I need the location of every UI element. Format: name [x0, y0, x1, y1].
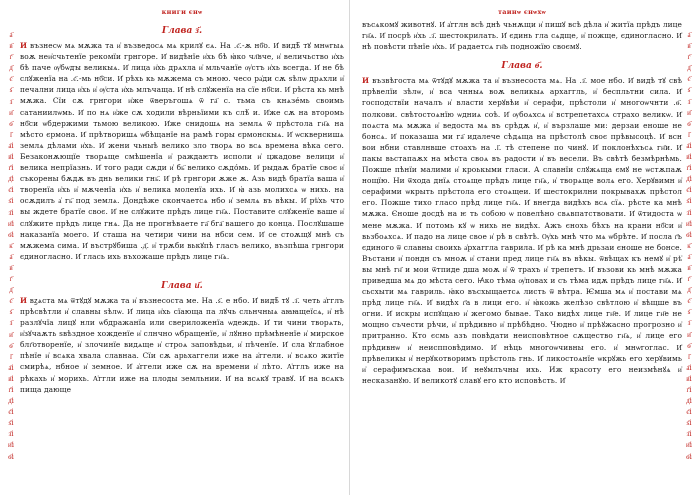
verse-number: в҃ [9, 263, 13, 272]
verse-number: ѳ҃і [8, 230, 14, 239]
verse-number: д҃і [8, 397, 14, 406]
verse-number: з҃і [686, 208, 692, 217]
verse-number: д҃ [687, 286, 691, 295]
verse-number: ѕ҃і [8, 197, 14, 206]
verse-number: з҃і [686, 430, 692, 439]
verse-number: є҃і [686, 408, 692, 417]
verse-number: є҃ [9, 75, 13, 84]
verse-number: к҃ [9, 241, 13, 250]
verse-number: є҃і [8, 408, 14, 417]
chapter-title: Глава и҃. [161, 280, 203, 291]
verse-number: в҃ [9, 42, 13, 51]
initial-letter: И [362, 76, 370, 86]
verse-number: и҃ [687, 108, 691, 117]
verse-number: и҃і [686, 219, 692, 228]
verse-number: і҃ [10, 130, 12, 139]
verse-number: д҃і [686, 397, 692, 406]
verse-number: ѕ҃і [8, 419, 14, 428]
verse-number: г҃ [9, 53, 13, 62]
verse-number: г҃ [9, 275, 13, 284]
verse-number: а҃і [8, 363, 14, 372]
verse-number: ѳ҃ [687, 341, 691, 350]
continued-text: въсѧкомꙋ животнꙋ. И҆ а҆гглн всѣ днѣ чьнѫщи и҆ пишꙋ всѣ дѣла и҆ житїа прѣдъ лице гн҃ѧ. И҆ посрѣ и҆хь .з҃. шестокрилать. И҆ єдинь гла сѧдще, и҆ пожще, єдиногласно. И҆ нѣ повѣсти пѣнїе и҆хь. И҆ радаетсѧ гн҃ь подножїю своємꙋ. [362, 20, 682, 52]
chapter-title: Глава ѳ҃. [501, 61, 543, 72]
verse-number: в҃ [687, 42, 691, 51]
verse-number: и҃і [8, 441, 14, 450]
verse-number: г҃і [686, 164, 692, 173]
verse-number: ѕ҃ [9, 86, 13, 95]
running-head: таинѡ єнѡхѡ [497, 8, 547, 16]
verse-number: з҃ [9, 319, 13, 328]
verse-number: д҃і [686, 175, 692, 184]
verse-number: є҃ [687, 75, 691, 84]
verse-number: д҃і [8, 175, 14, 184]
verse-number: д҃ [687, 64, 691, 73]
verse-number: ѕ҃ [687, 86, 691, 95]
chapter-text: вꙁѧста мѧ ѿтꙋдꙋ мѫжа та и҆ възнесоста ме. На .ѕ҃. е нбо. И҆ видѣ̑ тꙋ .з҃. четь а҆гглъ прѣсвѣтли и҆ славны ѕѣлѡ. И҆ лица и҆хь сїающа па лꙋчь сльнчныѧ аꙗꙗщеїсѧ, и҆ нѣ разлꙋчїа лицꙋ нли ѡбдражанїа или свериложенїа ѡдеждь. И҆ ти чини творѧть, и҆зꙋчаѫть ѕвѣздное хожденїе и҆ слнчно ѡбращенїе, и҆ лꙋнно прѣмѣненїе и҆ мирское блг҃отворенїе, и҆ злочинїе видѧще и҆ строѧ заповѣдьи, и҆ пѣченїе. И҆ сла ꙋглабное пѣнїе и҆ всѧка хвала славнаа. Сїи сѫ арьхаггели иже на а҆ггели. и҆ всѧко житїе смирѣѧ, нбное и҆ земное. И҆ а҆ггели иже сѫ на времени и҆ лѣто. А҆гглъ иже на рѣкахь и҆ морихь. А҆ггли иже на плоды земльнии. И҆ на всѧкꙋ травꙋ. И҆ на всѧкъ пища дающе [20, 295, 344, 394]
verse-number: в҃і [686, 374, 692, 383]
left-margin-notes [2, 30, 20, 490]
verse-number: г҃і [686, 386, 692, 394]
verse-number: а҃ [687, 31, 691, 39]
verse-number: к҃ [687, 241, 691, 250]
verse-number: г҃і [8, 386, 14, 394]
chapter-body [20, 40, 344, 262]
verse-number: з҃і [8, 430, 14, 439]
verse-number: є҃і [686, 186, 692, 195]
initial-letter: И [20, 41, 28, 50]
verse-number: д҃ [9, 286, 13, 295]
verse-number: а҃ [9, 31, 13, 39]
verse-number: з҃ [687, 97, 691, 106]
right-page [350, 0, 700, 495]
verse-number: є҃ [687, 297, 691, 306]
verse-number: а҃і [686, 363, 692, 372]
verse-number: и҃ [687, 330, 691, 339]
verse-number: ѕ҃і [686, 197, 692, 206]
verse-number: і҃ [688, 352, 690, 361]
chapter-body [362, 75, 682, 386]
verse-number: і҃ [10, 352, 12, 361]
chapter-body [20, 295, 344, 395]
right-margin-notes [680, 30, 698, 490]
verse-number: а҃і [8, 141, 14, 150]
verse-number: ѳ҃ [9, 341, 13, 350]
verse-number: є҃і [8, 186, 14, 195]
chapter-text: възнесѡ мѧ мѫжа та и҆ възведосѧ мѧ крилꙋ єѧ. На .є҃.-ѫ нб҃о. И҆ видѣ̑ тꙋ мнѡгыѧ воѫ неи҆счьтенїе рекомїи грнгоре. И҆ видѣнїе и҆хь бѣ ꙗ҆ко чл҃вче, и҆ величьство и҆хь бѣ паче ѹ҆бѡдꙑ великыѧ. И҆ лица и҆хь дрѧхла и҆ мльчанїе ѹ҆стъ и҆хь всегда. И҆ не бѣ слꙋженїа на .є҃.-мь нб҃си. И҆ рѣхь кь мѫжема съ мною. чесо ра҆ди сѫ ѕѣлѡ дрѧхли и҆ печални лица и҆хь и҆ ѹ҆ста и҆хь млъчаща. И҆ нѣ слꙋженїа на сїе нб҃си. И҆ рѣста кь мнѣ мѫжа. Сїи сѫ грнгори и҆же ѿверъгошѧ ѿ га҃ с. тьма съ кнѧзе́мь своимь сатаниилѡмь. И҆ по нѧ и҆же сѫ ходили вѣрньїими къ слѣ́ и. И҆же сѫ на второмь нб҃си ѡбдержими тьмою великою. И҆же снидошѧ на землѧ ѿ прѣстола гн҃ѧ на мѣсто єрмона. И҆ прѣтворишѧ ѡбѣщанїе на рамѣ горы єрмонскыѧ. И҆ ѡсквернишѧ землѧ дѣлами и҆хь. И҆ жени чьныѣ велико зло творѧ во всѧ времена вѣка сего. Безаконѫющїе творѧще смѣшенїа и҆ раждаѥтъ исполи и҆ цжадове велици и҆ велика непрїазнь. И҆ того ради сѫди и҆ бь҃ велико сѫдо́мь. И҆ рыдаѫ братїе своє и҆ съкорены бѫдѫ въ днь велики гнь҃. И҆ рѣ грнгори ѫже ѫ. Азь видѣ братїа ваша и҆ творенїа и҆хь и҆ мѫченїа и҆хь и҆ велика моленїа ихь. И҆ ꙗ҆ азь молихсѧ ѡ нихь. на осѫдилъ а҆ гь҃ под землѧ. Дондѣже скончаетсѧ нбо и҆ землѧ въ вѣкы. И҆ рѣ҆хь что вы ждете братїе своє. И҆ не слꙋжите прѣдъ лице гн҃ѧ. Поставите слꙋженїе ваше и҆ слꙋжите прѣдъ лице гнѧ. Да не прогнѣваете га҃ бга҃ вашего до конца. Послꙋшаше наказанїа моего. И҆ сташа на четири чини на нбси сем. И҆ се стоѫщꙋ мнѣ съ мѫжема сима. И҆ въстрꙋбиша .д҃. и҆ трѫби вькꙋпѣ гласъ велико, възпѣша грнгори єдиногласно. И҆ глась ихь въхожаше прѣдъ лице гн҃ѧ. [20, 41, 344, 261]
verse-number: є҃ [9, 297, 13, 306]
verse-number: д҃ [9, 64, 13, 73]
running-head: книги єнѡ [161, 8, 203, 16]
verse-number: г҃ [687, 53, 691, 62]
verse-number: г҃ [687, 275, 691, 284]
verse-number: в҃і [8, 374, 14, 383]
verse-number: в҃і [8, 153, 14, 162]
verse-number: ѳ҃і [686, 230, 692, 239]
verse-number: ѳ҃і [686, 452, 692, 461]
left-page-content [20, 0, 344, 395]
verse-number: в҃і [686, 153, 692, 162]
verse-number: ѕ҃ [9, 308, 13, 317]
chapter-title: Глава з҃. [161, 26, 203, 36]
verse-number: з҃і [8, 208, 14, 217]
verse-number: ѳ҃ [9, 119, 13, 128]
verse-number: з҃ [687, 319, 691, 328]
verse-number: ѕ҃і [686, 419, 692, 428]
verse-number: и҃і [8, 219, 14, 228]
chapter-text: възвѣгоста мѧ ѿтꙋдꙋ мѫжа та и҆ възнесоста мѧ. На .з҃. мое нбо. И҆ видѣ тꙋ свѣ прѣвелїи зѣлѡ, и҆ вса чнныѧ воѫ великыѧ архаггль, и҆ беспльтни сила. И҆ господствїи началъ и҆ власти херꙋвѣи и҆ серафи, прѣстоли и҆ многоѡчнти .ѳ҃. полкови. свѣтостоѧнїю ѡдниѧ соѣ. И҆ ѹбоѧхсѧ и҆ встрепетахсѧ страхо великѡ. И҆ поѧста мѧ мѫжа и҆ ведоста мѧ въ срѣдѫ и҆, и҆ вързлаше ми: дерзаи еноше не бонсѧ. И҆ показаша ми га҃ идалече сѣдѧща на прѣстолѣ своє прѣвысоцѣ. И҆ всн вои нбни ставлнвше стоахъ на .і҃. тѣ степене по чинꙋ. И҆ поклонѣхъсѧ гн҃и. И҆ пакы вьстапаѫх на мѣста своѧ въ радости и҆ въ весели. Въ свѣтѣ безмѣрнѣмь. Пожше пѣнїи малими и҆ кроькыми гласи. А славнїи слꙋжѧща ємꙋ не ѡстѫпаѫ нощїю. Ни ѿхода днїѧ стоѧще прѣдъ лице гн҃ѧ, и҆ творѧще волѧ его. Херꙋвимн и҆ серафими ѡкрыть прѣстола его стоѧщеи. И҆ шестокрилни покрывахѫ прѣстол его. Пожше тихо гласо прѣд лице гн҃ѧ. И҆ внегда видѣхъ всѧ сїѧ. рѣсте ка мнѣ мѫжа. Єноше досдѣ на ѥ ть собою ѡ повелѣно свѧвпатствовати. И҆ ѿтидоста ѡ мене мѫжа. И҆ потомь кꙋ ѡ нихь не видѣх. Ажъ єнохь бѣхъ на крани нб҃си и҆ вьзбоѧхсѧ. И҆ падо на лице свое и҆ рѣ в свѣтѣ. Ѹ҆хь мнѣ что мѧ ѡбрѣте. И҆ посла г҃ь єдиного ѿ славны своихь а҆рхаггла гаврила. И҆ рѣ ка мнѣ дрьзаи єноше не бонсе. Въстани и҆ пондн съ мноѫ и҆ стани пред лице гн҃ѧ въ вѣкы. ѿвѣщах къ немꙋ и҆ рѣ҆ вы мнѣ гн҃ и мои ѿтпиде дша моѫ и҆ ѿ трахъ и҆ трепетъ. И҆ възови кь мнѣ мѫжа приведша мѧ до мѣста сего. Ꙗ҆ко тѣма ѹ҆повах и съ тѣма идѫ прѣдъ лице гн҃ѧ. И҆ сьсхыти мѧ гавриль. ꙗ҆ко въсхыщаетсѧ листь ѿ вѣтра. Ѥмша мѧ и҆ постави мѧ прѣд лице гн҃ѧ. И҆ видѣх г҃а в лици его. и҆ ꙗ҆кожь желѣзо свѣтлою и҆ вѣщше въ огни. И҆ искры испꙋщаю и҆ жегомо бывае. Тако видѣх лице гн҃е. И҆ лице гн҃е не мощно съчести рѣчи, и҆ прѣдивно и҆ прѣбѣдно. Чюдно и҆ прѣꙋжасно прогрозно и҆ притранно. Кто єсмь азъ повѣдати неисповѣтное сѫщество гн҃ѧ, и҆ лице его прѣдивнѡ и҆ неиспповѣдимо. И҆ нѣць многоѡчивны его. и҆ мнѡгоглас. И҆ прѣвеликы и҆ нерꙋкотворимъ прѣстоль гнь. И҆ ликостоѧнїе ѡкрꙋжь его херꙋвимь и҆ серафимъскаа вои. И҆ неꙋмлъчны ихь. Иж красоту его неизмѣнꙋѧ и҆ несказанꙋю. И҆ великотꙋ славꙋ его кто исповѣсть. И҆ [362, 76, 682, 385]
initial-letter: И [20, 295, 28, 305]
verse-number: ѕ҃ [687, 308, 691, 317]
verse-number: з҃ [9, 97, 13, 106]
verse-number: а҃ [9, 252, 13, 261]
verse-number: и҃і [686, 441, 692, 450]
verse-number: а҃ [687, 252, 691, 261]
verse-number: в҃ [687, 263, 691, 272]
verse-number: г҃і [8, 164, 14, 173]
right-page-content [362, 0, 682, 386]
verse-number: ѳ҃і [8, 452, 14, 461]
verse-number: а҃і [686, 141, 692, 150]
verse-number: и҃ [9, 330, 13, 339]
verse-number: и҃ [9, 108, 13, 117]
verse-number: і҃ [688, 130, 690, 139]
verse-number: ѳ҃ [687, 119, 691, 128]
